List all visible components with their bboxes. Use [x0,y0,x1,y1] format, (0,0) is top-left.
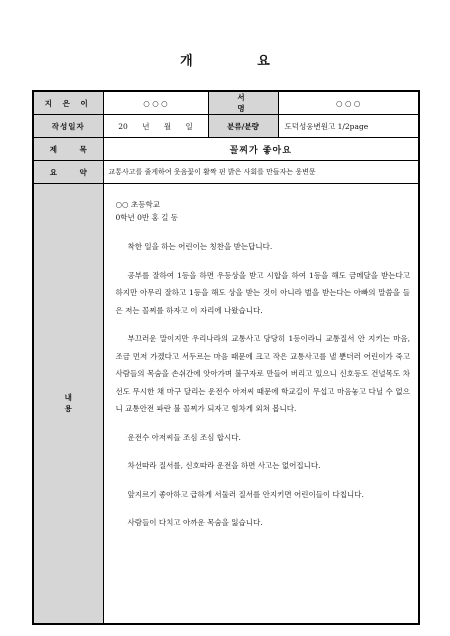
paragraph: 앞지르기 좋아하고 급하게 서둘러 질서를 안지키면 어린이들이 다칩니다. [127,489,364,499]
name-value: ○ ○ ○ [278,91,419,115]
subject-value: 꼴찌가 좋아요 [103,138,419,161]
date-value: 20 년 월 일 [103,115,208,138]
paragraph: 착한 일을 하는 어린이는 칭찬을 받는답니다. [127,242,273,251]
subject-label: 제 목 [33,138,103,161]
paragraph: 사람들이 다치고 아까운 목숨을 잃습니다. [127,518,263,527]
category-value: 도덕성웅변원고 1/2page [278,115,419,138]
summary-row [33,161,419,184]
date-label: 작성일자 [33,115,103,138]
document-title: 개 요 [180,54,300,69]
paragraph: 부끄러운 말이지만 우리나라의 교통사고 당당히 1등이라니 교통질서 안 지키는 마음, 조금 먼저 가겠다고 서두르는 마음 때문에 크고 작은 교통사고를 낼 뿐더러 어린이가 죽고 사람들의 목숨을 손쉬간에 앗아가며 불구자로 만들어 버리고 있으니 신호등도 건널목도 차선도 무시한 채 마구 달리는 운전수 아저씨 때문에 학교길이 무섭고 마음놓고 다닐 수 없으니 교통안전 파란 불 꼴찌가 되자고 힘차게 외쳐 봅니다. [115,334,410,413]
content-body [103,184,419,624]
author-label: 지 은 이 [33,91,103,115]
author-row [33,91,419,115]
document-form-table [32,90,420,625]
summary-value: 교통사고를 줄게하여 웃음꽃이 활짝 핀 밝은 사회를 만들자는 웅변문 [103,161,419,184]
paragraph: 공부를 잘하여 1등을 하면 우등상을 받고 시합을 하여 1등을 해도 금메달을 받는다고 하지만 아무리 잘하고 1등을 해도 상을 받는 것이 아니라 벌을 받는다는 아빠의 말씀을 들은 저는 꼴찌를 하자고 이 자리에 나왔습니다. [115,270,410,315]
author-value: ○ ○ ○ [103,91,208,115]
subject-row [33,138,419,161]
date-row [33,115,419,138]
summary-label: 요 약 [33,161,103,184]
name-label: 서 명 [208,91,278,115]
content-row [33,184,419,624]
student-name: 0학년 0반 홍 길 동 [115,213,179,222]
category-label: 분류/분량 [208,115,278,138]
paragraph: 차선따라 질서를, 신호따라 운전을 하면 사고는 없어집니다. [127,461,321,470]
paragraph: 운전수 아저씨들 조심 조심 합시다. [127,432,241,442]
school-name: ○○ 초등학교 [115,200,160,209]
content-label: 내 용 [33,184,103,624]
